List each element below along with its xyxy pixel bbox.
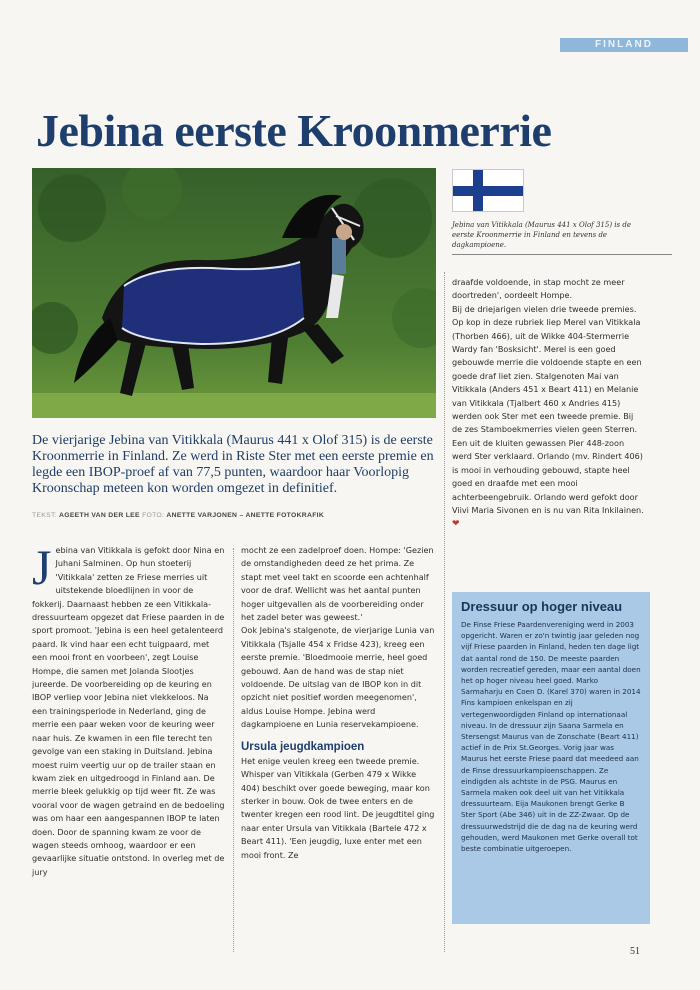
body-text: Bij de driejarigen vielen drie tweede premies. Op kop in deze rubriek liep Merel van Vitikkala (Thorben 466), uit de Wikke 404-Stermerrie Wardy fan 'Bosksicht'. Merel is een goed gebouwde merrie die voldoende stapte en een goede draf liet zien. Stalgenoten Mai van Vitikkala (Anders 451 x Beart 411) en Melanie van Vitikkala (Tjalbert 460 x Andries 415) werden ook Ster met een tweede premie. Bij de zes Stamboekmerries vielen geen Sterren. Een uit de kluiten gewassen Pier 448-zoon werd Ster verklaard. Orlando (mv. Rindert 406) is mooi in verhouding gebouwd, stapte heel goed en draafde met een mooi achterbeengebruik. Orlando werd gefokt door Viivi Maria Sivonen en is nu van Rita Inkilainen. bbox=[452, 303, 644, 515]
sidebar-title: Dressuur op hoger niveau bbox=[461, 599, 623, 614]
author-name: AGEETH VAN DER LEE bbox=[59, 512, 140, 519]
column-divider bbox=[233, 548, 234, 952]
finnish-flag bbox=[452, 169, 524, 212]
text-label: TEKST: bbox=[32, 512, 57, 519]
body-paragraph: draafde voldoende, in stap mocht ze meer doortreden', oordeelt Hompe. bbox=[452, 277, 625, 301]
photographer-name: ANETTE VARJONEN – ANETTE FOTOKRAFIK bbox=[166, 512, 325, 519]
body-paragraph: Ook Jebina's stalgenote, de vierjarige Lunia van Vitikkala (Tsjalle 454 x Fridse 423), kreeg een eerste premie. 'Bloedmooie merrie, heel goed gebouwd. Aan de hand was de stap niet voldoende. De uitslag van de IBOP kon in dit opzicht niet positief worden meegenomen', aldus Louise Hompe. Jebina werd dagkampioene en Lunia reservekampioene. bbox=[241, 625, 435, 730]
photo-caption: Jebina van Vitikkala (Maurus 441 x Olof 315) is de eerste Kroonmerrie in Finland en tevens de dagkampioene. bbox=[452, 221, 631, 249]
photo-label: FOTO: bbox=[142, 512, 165, 519]
column-divider bbox=[444, 272, 445, 952]
horse-photo bbox=[32, 168, 436, 418]
body-paragraph: ebina van Vitikkala is gefokt door Nina en Juhani Salminen. Op hun stoeterij 'Vitikkala' zetten ze Friese merries uit uitstekende bloedlijnen in voor de fokkerij. Daarnaast hebben ze een Vitikkala-dressuurteam opgezet dat Friese paarden in de sport promoot. 'Jebina is een heel getalenteerd paard. Ik vind haar een echt tuigpaard, met een mooi front en voorbeen', zegt Louise Hompe, die samen met Jolanda Slootjes jureerde. De voorbereiding op de keuring en IBOP verliep voor Jebina niet vlekkeloos. Na een trainingsperiode in Nederland, ging de merrie een paar weken voor de keuring weer naar huis. Ze kwamen in een file terecht ten gevolge van een staking in Duitsland. Jebina moest ruim veertig uur op de trailer staan en kwam ziek en uitgedroogd in Finland aan. De merrie bleek gelukkig op tijd weer fit. Ze was vooral voor de wagen getraind en de bedoeling was om haar een aangespannen IBOP te laten doen. Door de spanning kwam ze voor de wagen steeds omhoog, waardoor er een gevaarlijke situatie ontstond. In overleg met de jury bbox=[32, 545, 225, 877]
caption-rule bbox=[452, 254, 672, 255]
body-paragraph: Het enige veulen kreeg een tweede premie. Whisper van Vitikkala (Gerben 479 x Wikke 404) beschikt over goede beweging, maar kon sterker in bouw. Ook de twee enters en de twenter kregen een rood lint. De jeugdtitel ging naar enter Ursula van Vitikkala (Bartele 472 x Beart 411). 'Een jeugdig, luxe enter met een mooi front. Ze bbox=[241, 755, 435, 860]
sidebar-text: De Finse Friese Paardenvereniging werd in 2003 opgericht. Waren er zo'n twintig jaar geleden nog vijf Friese paarden in Finland, heden ten dage ligt dat aantal rond de 150. De meeste paarden worden recreatief gereden, maar een aantal doen het op hoger niveau heel goed. Marko Sarmaharju en Coen D. (Karel 370) waren in 2014 Fins kampioen enkelspan en zij vertegenwoordigden Finland op internationaal niveau. In de dressuur zijn Saana Sarmela en Stersengst Maurus van de Zonschate (Beart 411) actief in de Prix St.Georges. Vorig jaar was Maurus het eerste Friese paard dat meedeed aan de Finse dressuurkampioenschappen. Ze eindigden als achtste in de PSG. Maurus en Sarmela maken ook deel uit van het Vitikkala dressuurteam. Eija Maukonen brengt Gerke B Ster Sport (Abe 346) uit in de ZZ-Zwaar. Op de dressuurwedstrijd die de dag na de keuring werd gehouden, werd Maukonen met Gerke overall tot beste combinatie uitgeroepen. bbox=[461, 620, 641, 854]
section-subheading: Ursula jeugdkampioen bbox=[241, 740, 365, 753]
credits-line bbox=[32, 512, 324, 519]
flag-cross-vertical bbox=[473, 170, 483, 212]
body-paragraph: mocht ze een zadelproef doen. Hompe: 'Gezien de omstandigheden deed ze het prima. Ze stapt met veel takt en scoorde een achtenhalf voor de draf. Wellicht was het aantal punten hoger uitgevallen als de voorbereiding onder het zadel beter was geweest.' bbox=[241, 545, 434, 623]
sidebar-box bbox=[452, 592, 650, 924]
drop-cap: J bbox=[32, 539, 52, 595]
body-column-1 bbox=[32, 539, 225, 879]
body-paragraph bbox=[452, 303, 644, 532]
flag-cross-horizontal bbox=[453, 186, 524, 196]
intro-paragraph: De vierjarige Jebina van Vitikkala (Maurus 441 x Olof 315) is de eerste Kroonmerrie in Finland. Ze werd in Riste Ster met een eerste premie en legde een IBOP-proef af van 77,5 punten, waardoor haar Voorlopig Kroonschap meteen kon worden omgezet in definitief. bbox=[32, 433, 434, 496]
section-tag: FINLAND bbox=[560, 38, 688, 52]
article-title: Jebina eerste Kroonmerrie bbox=[36, 105, 552, 156]
end-mark-icon: ❤ bbox=[452, 519, 460, 530]
page-number: 51 bbox=[630, 946, 640, 957]
body-column-2 bbox=[241, 544, 437, 862]
body-column-3 bbox=[452, 276, 644, 532]
